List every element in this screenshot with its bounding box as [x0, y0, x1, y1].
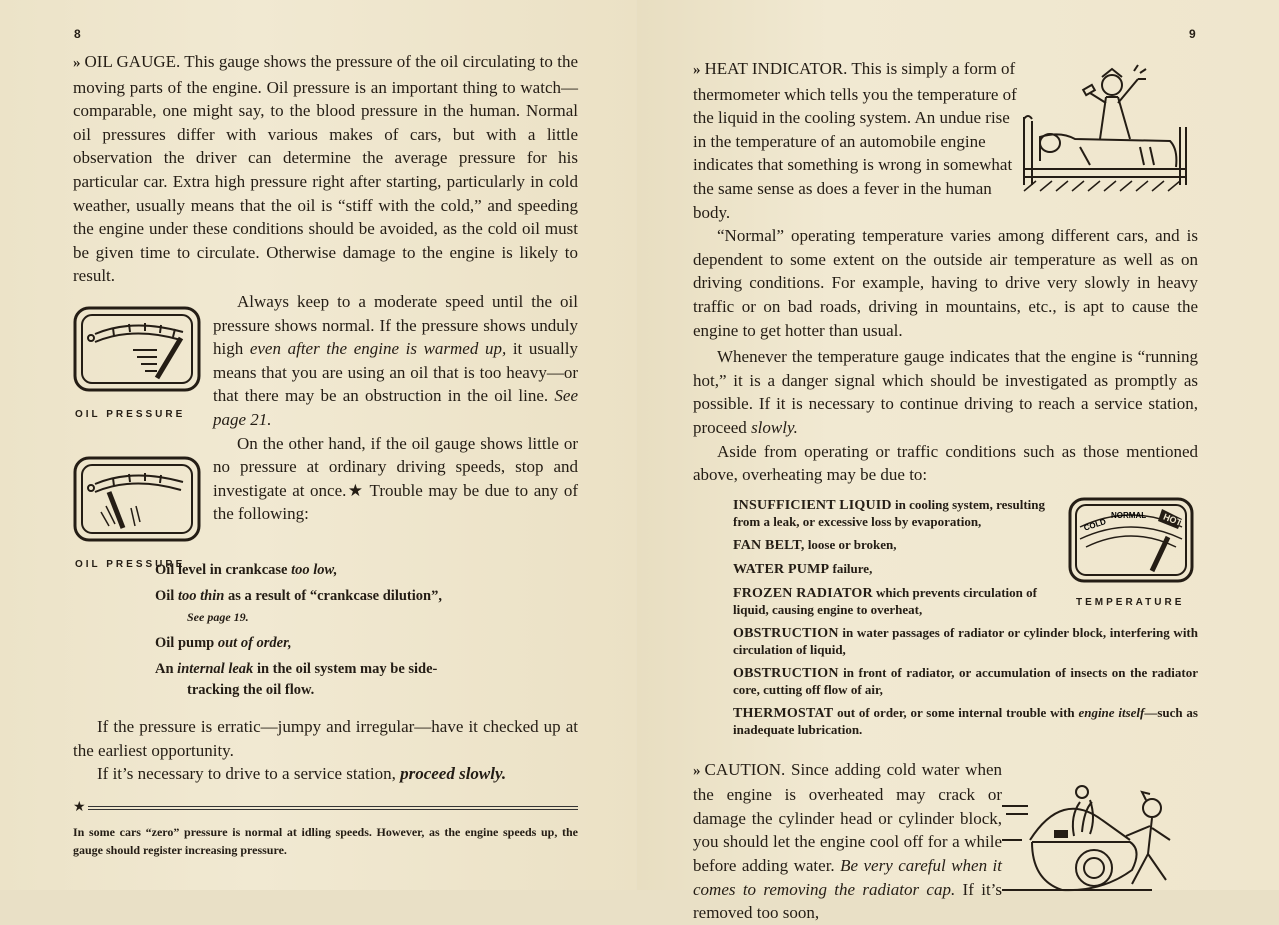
text-run	[733, 665, 1198, 697]
text-run	[733, 497, 1045, 529]
page-number: 9	[1189, 27, 1196, 41]
caution-section	[693, 758, 1198, 925]
list-item	[155, 659, 578, 701]
text-segment: Be very careful when it comes to removing the radiator cap.	[693, 856, 1002, 899]
gauge-label: OIL PRESSURE	[75, 558, 186, 570]
caution-illustration	[1002, 780, 1198, 910]
text-run	[155, 635, 292, 651]
section-marker-icon: »	[73, 55, 79, 71]
text-run	[213, 292, 578, 429]
text-run	[693, 760, 1002, 923]
text-segment: out of order, or some internal trouble with	[833, 704, 1079, 720]
text-segment: it usually means that you are using an oil that is too heavy—or that there may be an obstruction in the oil line.	[213, 339, 578, 406]
text-segment: Oil level in crankcase	[155, 562, 292, 578]
text-segment: OBSTRUCTION	[733, 665, 839, 681]
text-segment: too thin	[177, 588, 225, 604]
text-run	[693, 442, 1198, 485]
text-segment: FAN BELT,	[733, 537, 805, 553]
text-segment: slowly.	[751, 417, 798, 437]
list-item	[733, 705, 1198, 738]
text-run	[213, 434, 578, 524]
list-item	[155, 560, 578, 581]
text-segment: proceed slowly.	[400, 764, 507, 784]
list-item-continuation: tracking the oil flow.	[187, 682, 315, 698]
text-run	[693, 347, 1198, 437]
text-run	[733, 705, 1198, 737]
paragraph	[693, 345, 1198, 439]
oil-gauge-paragraph	[73, 50, 578, 288]
oil-trouble-list	[155, 560, 578, 701]
left-column	[73, 50, 578, 859]
text-segment: On the other hand, if the oil gauge shows little or no pressure at ordinary driving speeds, stop and investigate at once.★ Trouble may be due to any of the following:	[213, 433, 578, 524]
text-segment: HEAT INDICATOR. This is simply a form of thermometer which tells you the temperature of the liquid in the cooling system. An undue rise in the temperature of an automobile engine indicates that something is wrong in somewhat the same sense as does a fever in the human body.	[693, 59, 1017, 222]
text-segment: too low,	[291, 562, 338, 578]
text-run	[73, 52, 578, 285]
text-segment: Whenever the temperature gauge indicates that the engine is “running hot,” it is a danger signal which should be investigated as promptly as possible. If it is necessary to continue driving to reach a service station, proceed	[693, 347, 1198, 437]
text-run	[693, 226, 1198, 339]
text-segment: —such as inadequate lubrication.	[733, 704, 1198, 737]
temperature-gauge-illustration	[1068, 497, 1198, 611]
temperature-gauge-icon	[1068, 497, 1194, 583]
star-icon: ★	[73, 799, 86, 815]
text-segment: as a result of “crankcase dilution”,	[224, 588, 442, 604]
right-page	[637, 0, 1279, 923]
text-segment: Always keep to a moderate speed until the oil pressure shows normal. If the pressure shows unduly high	[213, 291, 578, 359]
text-run	[733, 585, 1037, 617]
text-run	[733, 537, 897, 552]
man-opening-radiator-icon	[1002, 780, 1192, 902]
text-segment: WATER PUMP	[733, 561, 830, 577]
text-segment: OIL GAUGE. This gauge shows the pressure of the oil circulating to the moving parts of the engine. Oil pressure is an important thing to watch—comparable, one might say, to the blood pressure in the human. Normal oil pressures differ with various makes of cars, but with a little observation the driver can determine the average pressure for his particular car. Extra high pressure right after starting, particularly in cold weather, usually means that the oil is “stiff with the cold,” and speeding the engine under these conditions should be avoided, as the cold oil must be given time to circulate. Otherwise damage to the engine is likely to result.	[73, 52, 578, 286]
page-number: 8	[74, 27, 81, 41]
section-marker-icon: »	[693, 62, 699, 78]
see-page-note: See page 19.	[187, 610, 249, 624]
text-segment: out of order,	[217, 635, 292, 651]
left-page	[0, 0, 636, 890]
text-run	[155, 588, 442, 604]
text-segment: CAUTION. Since adding cold water when the engine is overheated may crack or damage the cylinder head or cylinder block, you should let the engine cool off for a while before adding water.	[693, 759, 1002, 876]
text-segment: “Normal” operating temperature varies among different cars, and is dependent to some extent on the outside air temperature as well as on driving conditions. For example, having to drive very slowly in heavy traffic or on bad roads, driving in mountains, etc., is apt to cause the engine to get hotter than usual.	[693, 226, 1198, 340]
text-segment: See page 21.	[213, 386, 578, 429]
list-item	[155, 586, 578, 628]
text-segment: THERMOSTAT	[733, 705, 834, 721]
text-segment: in front of radiator, or accumulation of insects on the radiator core, cutting off flow of air,	[733, 664, 1198, 697]
nurse-patient-bed-icon	[1020, 57, 1190, 192]
oil-gauge-illustrations	[73, 298, 213, 570]
text-segment: FROZEN RADIATOR	[733, 585, 873, 601]
text-segment: in water passages of radiator or cylinder block, interfering with circulation of liquid,	[733, 624, 1198, 657]
oil-pressure-gauge-low-icon	[73, 456, 203, 544]
gauge-normal-label: NORMAL	[1111, 510, 1147, 520]
text-segment: If it’s removed too soon,	[693, 879, 1003, 923]
text-segment: even after the engine is warmed up,	[249, 339, 507, 359]
text-segment: failure,	[829, 560, 873, 576]
text-segment: in cooling system, resulting from a leak, or excessive loss by evaporation,	[733, 496, 1045, 529]
text-run	[155, 562, 337, 578]
text-segment: An	[155, 661, 178, 677]
footnote-rule	[73, 796, 578, 820]
text-segment: INSUFFICIENT LIQUID	[733, 497, 892, 513]
text-segment: Aside from operating or traffic conditions such as those mentioned above, overheating may be due to:	[693, 441, 1198, 485]
text-segment: engine itself	[1078, 704, 1145, 720]
text-segment: Oil pump	[155, 635, 218, 651]
text-run	[155, 661, 437, 677]
list-item	[733, 665, 1198, 698]
list-item	[733, 625, 1198, 658]
paragraph	[73, 715, 578, 762]
text-segment: internal leak	[177, 661, 254, 677]
footnote: In some cars “zero” pressure is normal at idling speeds. However, as the engine speeds up, the gauge should register increasing pressure.	[73, 825, 578, 858]
text-run	[693, 59, 1017, 222]
section-marker-icon: »	[693, 762, 699, 779]
text-run	[733, 561, 872, 576]
paragraph	[693, 224, 1198, 342]
paragraph	[73, 762, 578, 786]
text-segment: If it’s necessary to drive to a service station,	[97, 764, 401, 784]
text-run	[73, 717, 578, 760]
oil-pressure-gauge-high-icon	[73, 306, 203, 394]
text-segment: OBSTRUCTION	[733, 625, 839, 641]
overheating-causes-list	[733, 497, 1198, 738]
text-segment: which prevents circulation of liquid, causing engine to overheat,	[733, 584, 1037, 617]
right-column	[693, 57, 1198, 925]
text-run	[733, 625, 1198, 657]
text-run	[97, 764, 506, 783]
gauge-label: TEMPERATURE	[1076, 596, 1185, 608]
text-segment: If the pressure is erratic—jumpy and irregular—have it checked up at the earliest opportunity.	[73, 717, 578, 760]
list-item	[155, 633, 578, 654]
text-segment: loose or broken,	[804, 536, 897, 552]
gauge-hot-label: HOT	[1161, 511, 1184, 528]
text-segment: in the oil system may be side-	[253, 661, 438, 677]
gauge-cold-label: COLD	[1082, 516, 1108, 533]
fever-illustration	[1020, 57, 1198, 223]
gauge-label: OIL PRESSURE	[75, 408, 186, 420]
paragraph	[693, 440, 1198, 487]
text-segment: Oil	[155, 588, 178, 604]
